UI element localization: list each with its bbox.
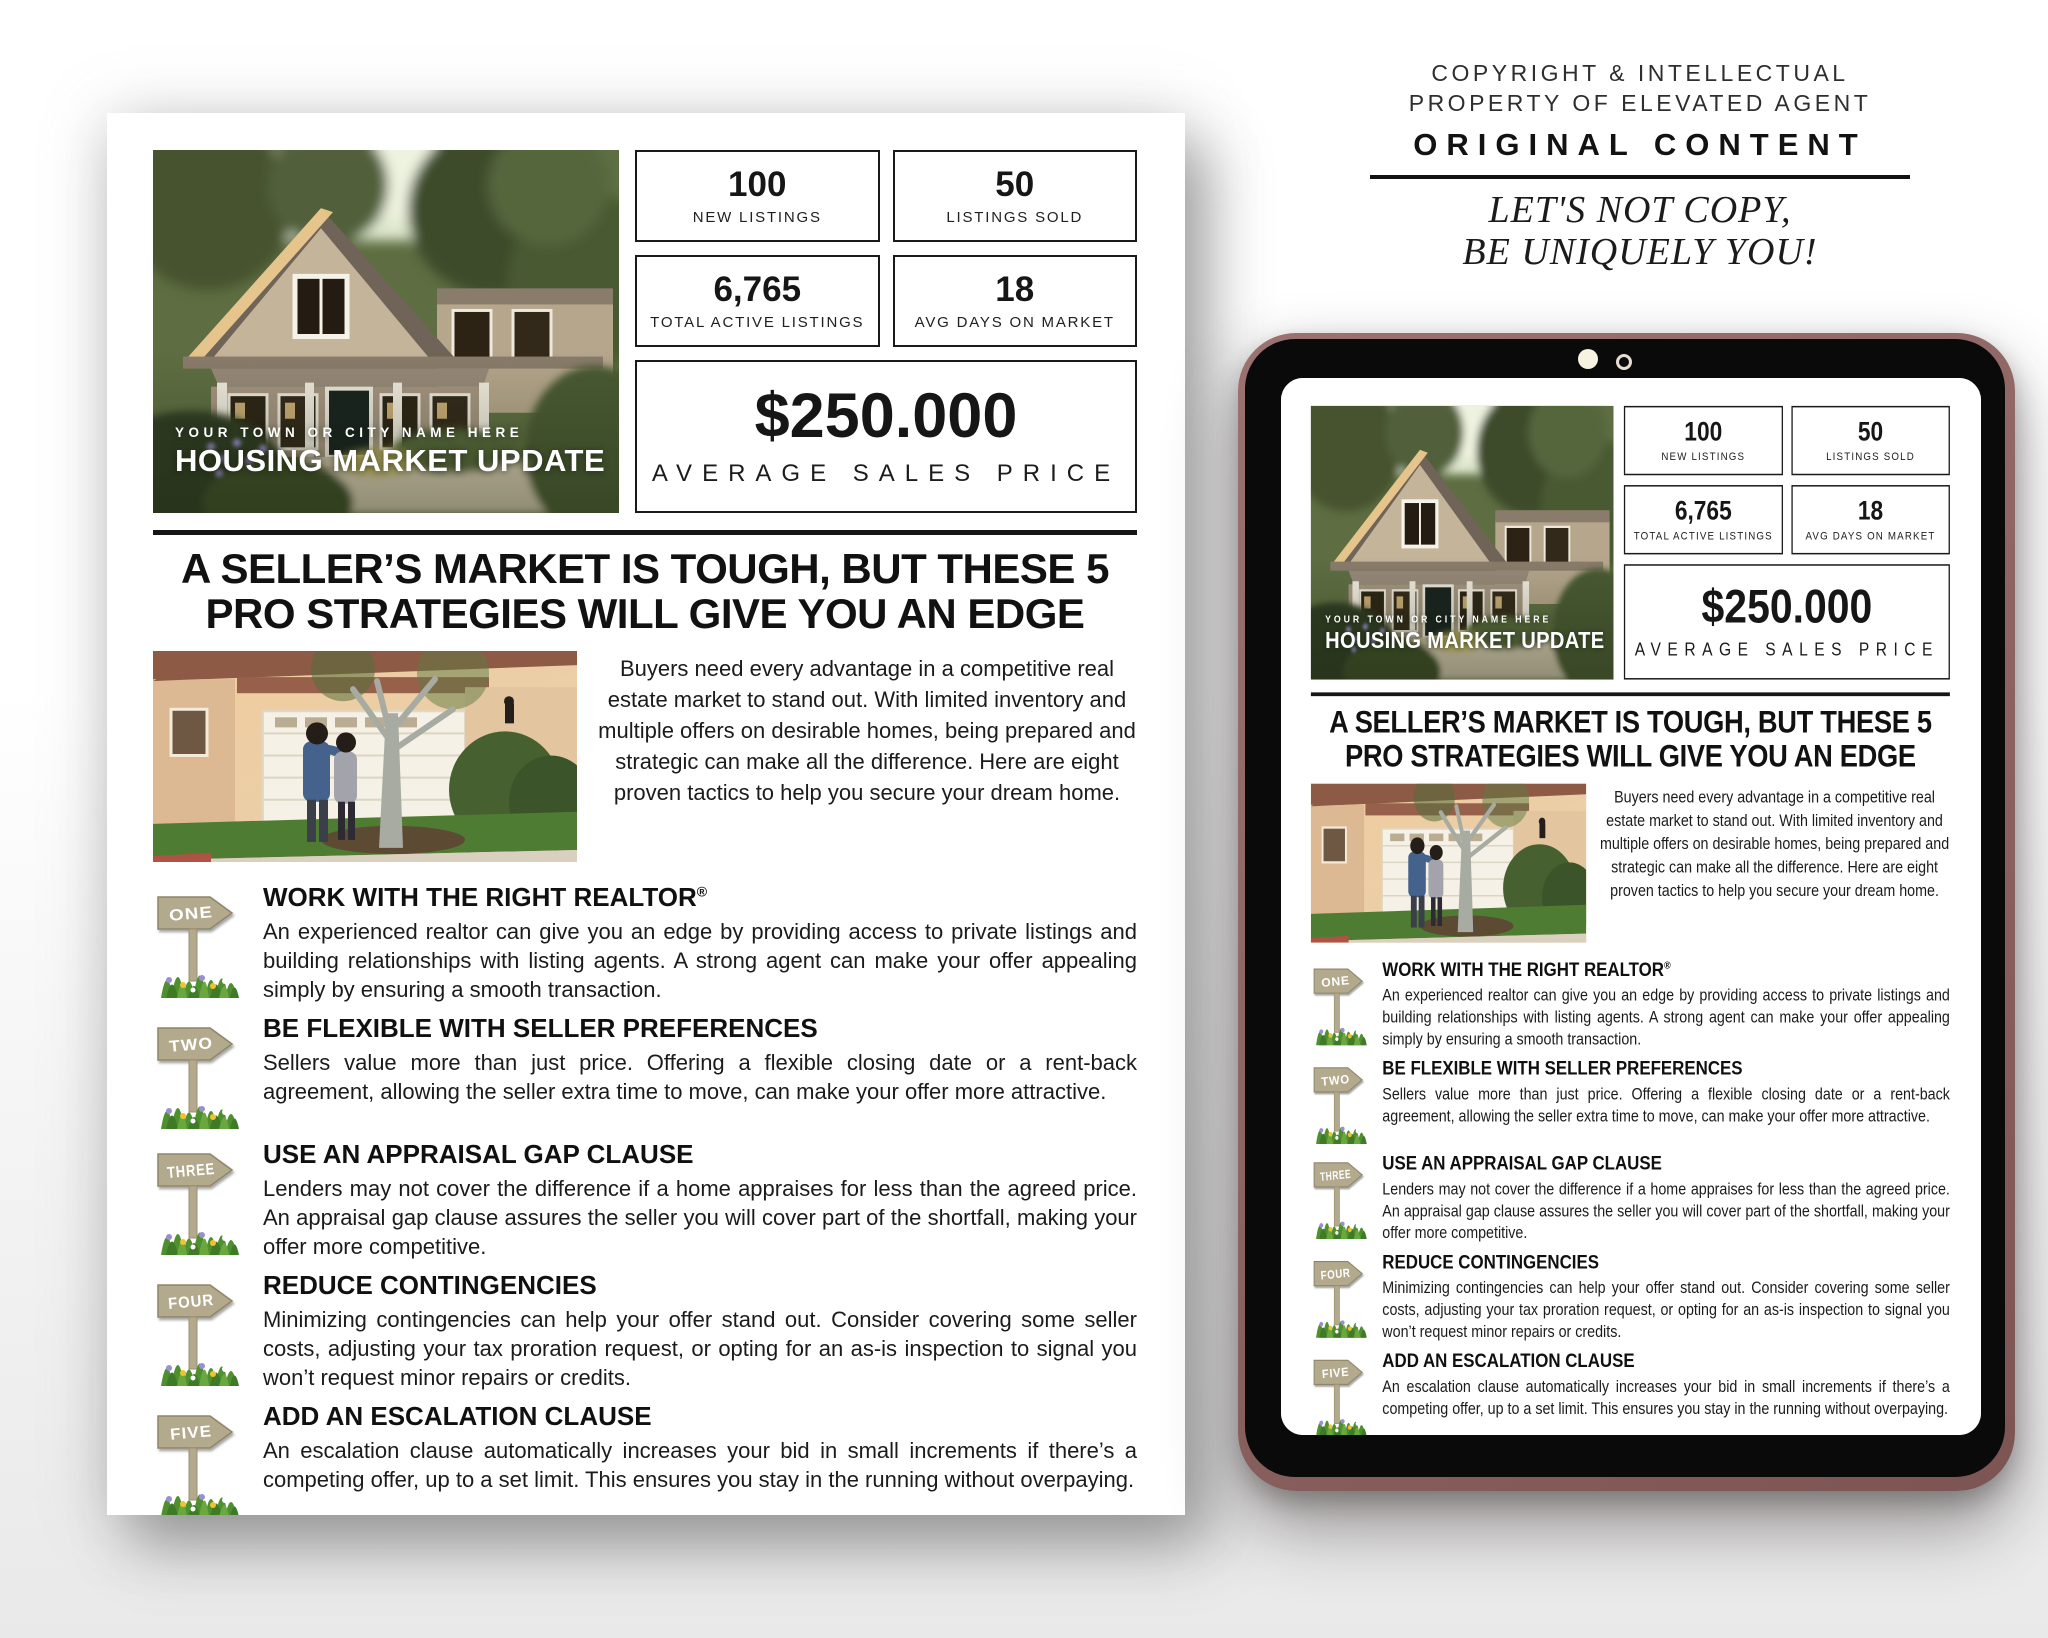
copyright-divider [1370, 175, 1910, 179]
sign-four-icon [153, 1270, 245, 1392]
sign-three-icon [1311, 1152, 1371, 1244]
price-label: AVERAGE SALES PRICE [651, 460, 1121, 487]
stat-new-listings [1624, 406, 1783, 475]
section-two [153, 1013, 1137, 1130]
section-title: USE AN APPRAISAL GAP CLAUSE [263, 1139, 694, 1169]
couple-photo-illustration [1311, 784, 1586, 943]
sign-three-icon [153, 1139, 245, 1261]
price-value: $250.000 [1701, 580, 1873, 633]
section-two [1311, 1057, 1950, 1145]
section-four [153, 1270, 1137, 1392]
section-text: Sellers value more than just price. Offering a flexible closing date or a rent-back agreement, allowing the seller extra time to move, can make your offer more attractive. [1382, 1084, 1950, 1126]
sign-two-icon [153, 1013, 245, 1130]
section-title: USE AN APPRAISAL GAP CLAUSE [1382, 1151, 1662, 1175]
stat-label: NEW LISTINGS [692, 208, 822, 226]
hero-subtitle: YOUR TOWN OR CITY NAME HERE [175, 425, 524, 440]
price-label: AVERAGE SALES PRICE [1634, 639, 1939, 660]
stat-label: LISTINGS SOLD [1826, 449, 1915, 463]
hero-subtitle: YOUR TOWN OR CITY NAME HERE [1325, 613, 1552, 625]
stat-value: 6,765 [1674, 495, 1732, 526]
copyright-line-2: PROPERTY OF ELEVATED AGENT [1408, 90, 1872, 116]
section-text: Minimizing contingencies can help your offer stand out. Consider covering some seller costs, adjusting your tax proration request, or opting for an as-is inspection to signal you won’t request minor repairs or credits. [263, 1307, 1137, 1390]
svg-text:FOUR: FOUR [167, 1291, 219, 1313]
section-title: BE FLEXIBLE WITH SELLER PREFERENCES [1382, 1056, 1743, 1080]
headline-line-2: PRO STRATEGIES WILL GIVE YOU AN EDGE [1344, 737, 1916, 774]
intro-paragraph: Buyers need every advantage in a competitive real estate market to stand out. With limited inventory and multiple offers on desirable homes, being prepared and strategic can make all the difference. Here are eight proven tactics to help you secure your dream home. [598, 656, 1136, 805]
tablet-screen [1281, 378, 1981, 1435]
section-body [1382, 1349, 1950, 1435]
section-one [153, 882, 1137, 1004]
svg-text:THREE: THREE [166, 1159, 227, 1183]
housing-market-flyer [1281, 378, 1981, 1435]
price-value: $250.000 [754, 381, 1018, 451]
flyer-header-row [1311, 406, 1950, 680]
sign-four-icon [1311, 1250, 1371, 1342]
svg-text:ONE: ONE [1320, 974, 1347, 991]
stat-total-active-listings [635, 255, 880, 347]
section-four [1311, 1250, 1950, 1342]
tagline-line-1: LET'S NOT COPY, [1488, 189, 1792, 231]
stat-value: 50 [995, 164, 1035, 204]
section-text: An experienced realtor can give you an edge by providing access to private listings and building relationships with listing agents. A strong agent can make your offer appealing simply by ensuring a smooth transaction. [263, 919, 1137, 1002]
section-text: An escalation clause automatically increases your bid in small increments if there’s a competing offer, up to a set limit. This ensures you stay in the running without overpaying. [1382, 1376, 1950, 1418]
sign-one-icon [153, 882, 245, 1004]
sign-five-icon [153, 1401, 245, 1515]
section-text: An experienced realtor can give you an edge by providing access to private listings and building relationships with listing agents. A strong agent can make your offer appealing simply by ensuring a smooth transaction. [1382, 985, 1950, 1049]
section-text: Minimizing contingencies can help your offer stand out. Consider covering some seller costs, adjusting your tax proration request, or opting for an as-is inspection to signal you won’t request minor repairs or credits. [1382, 1278, 1950, 1341]
section-body [1382, 958, 1950, 1050]
header-divider [1311, 692, 1950, 696]
tagline-line-2: BE UNIQUELY YOU! [1462, 231, 1818, 273]
flyer-page [107, 113, 1185, 1515]
couple-photo [153, 651, 577, 862]
stat-label: LISTINGS SOLD [946, 208, 1084, 226]
hero-overlay [175, 425, 605, 479]
flyer-header-row [153, 150, 1137, 513]
intro-row [153, 651, 1137, 862]
section-text: Lenders may not cover the difference if a home appraises for less than the agreed price. An appraisal gap clause assures the seller you will cover part of the shortfall, making your offer more competitive. [263, 1176, 1137, 1259]
section-one [1311, 958, 1950, 1050]
section-body [1382, 1057, 1950, 1145]
couple-photo [1311, 784, 1586, 943]
stat-total-active-listings [1624, 485, 1783, 554]
section-body [263, 1401, 1137, 1515]
svg-text:FIVE: FIVE [1321, 1366, 1349, 1382]
stat-value: 100 [728, 164, 787, 204]
stat-listings-sold [1791, 406, 1950, 475]
section-body [263, 1270, 1137, 1392]
headline-line-2: PRO STRATEGIES WILL GIVE YOU AN EDGE [205, 590, 1085, 637]
svg-text:FOUR: FOUR [1320, 1266, 1354, 1283]
hero-title: HOUSING MARKET UPDATE [1325, 626, 1605, 654]
section-title: WORK WITH THE RIGHT REALTOR® [263, 882, 708, 912]
svg-text:FIVE: FIVE [169, 1423, 211, 1444]
original-content-label: ORIGINAL CONTENT [1413, 127, 1867, 162]
stat-avg-days-on-market [1791, 485, 1950, 554]
sign-five-icon [1311, 1349, 1371, 1435]
hero-photo [153, 150, 619, 513]
strategy-sections [153, 882, 1137, 1515]
stats-column [635, 150, 1137, 513]
stat-label: NEW LISTINGS [1661, 449, 1746, 463]
stats-column [1624, 406, 1950, 680]
section-text: Sellers value more than just price. Offering a flexible closing date or a rent-back agreement, allowing the seller extra time to move, can make your offer more attractive. [263, 1050, 1137, 1104]
copyright-block [1355, 58, 1925, 273]
section-title: REDUCE CONTINGENCIES [1382, 1250, 1600, 1273]
section-title: ADD AN ESCALATION CLAUSE [263, 1401, 652, 1431]
section-text: An escalation clause automatically increases your bid in small increments if there’s a competing offer, up to a set limit. This ensures you stay in the running without overpaying. [263, 1438, 1137, 1492]
average-sales-price-box [635, 360, 1137, 513]
section-body [263, 882, 1137, 1004]
section-body [1382, 1250, 1950, 1342]
tablet-camera-icon [1578, 349, 1598, 369]
hero-photo [1311, 406, 1614, 680]
section-five [153, 1401, 1137, 1515]
section-body [1382, 1152, 1950, 1244]
stat-label: TOTAL ACTIVE LISTINGS [650, 313, 865, 331]
section-five [1311, 1349, 1950, 1435]
section-title: BE FLEXIBLE WITH SELLER PREFERENCES [263, 1013, 818, 1043]
stat-label: AVG DAYS ON MARKET [914, 313, 1115, 331]
hero-title: HOUSING MARKET UPDATE [175, 443, 606, 478]
svg-text:THREE: THREE [1319, 1167, 1359, 1185]
section-text: Lenders may not cover the difference if a home appraises for less than the agreed price. An appraisal gap clause assures the seller you will cover part of the shortfall, making your offer more competitive. [1382, 1179, 1950, 1242]
headline-line-1: A SELLER’S MARKET IS TOUGH, BUT THESE 5 [1329, 703, 1932, 740]
stat-label: TOTAL ACTIVE LISTINGS [1633, 529, 1773, 542]
tablet-sensor-icon [1616, 354, 1632, 370]
intro-row [1311, 784, 1950, 943]
section-title: WORK WITH THE RIGHT REALTOR® [1382, 957, 1671, 981]
stat-new-listings [635, 150, 880, 242]
intro-paragraph: Buyers need every advantage in a competitive real estate market to stand out. With limited inventory and multiple offers on desirable homes, being prepared and strategic can make all the difference. Here are eight proven tactics to help you secure your dream home. [1599, 787, 1950, 900]
section-body [263, 1139, 1137, 1261]
article-headline [153, 546, 1137, 636]
header-divider [153, 530, 1137, 535]
section-body [263, 1013, 1137, 1130]
sign-one-icon [1311, 958, 1371, 1050]
stat-value: 6,765 [713, 269, 802, 309]
stats-grid [635, 150, 1137, 347]
sign-two-icon [1311, 1057, 1371, 1145]
section-title: ADD AN ESCALATION CLAUSE [1382, 1349, 1635, 1372]
stat-value: 18 [1857, 495, 1884, 526]
stats-grid [1624, 406, 1950, 555]
svg-text:TWO: TWO [1320, 1073, 1348, 1090]
couple-photo-illustration [153, 651, 577, 862]
stat-listings-sold [893, 150, 1138, 242]
stat-value: 18 [995, 269, 1035, 309]
stat-label: AVG DAYS ON MARKET [1805, 529, 1936, 542]
stat-value: 50 [1857, 416, 1884, 447]
stat-avg-days-on-market [893, 255, 1138, 347]
hero-overlay [1325, 613, 1604, 654]
housing-market-flyer [107, 113, 1185, 1515]
headline-line-1: A SELLER’S MARKET IS TOUGH, BUT THESE 5 [181, 545, 1109, 592]
section-title: REDUCE CONTINGENCIES [263, 1270, 597, 1300]
article-headline [1311, 704, 1950, 772]
copyright-line-1: COPYRIGHT & INTELLECTUAL [1431, 60, 1849, 86]
svg-text:TWO: TWO [168, 1035, 211, 1056]
svg-text:ONE: ONE [168, 904, 208, 925]
section-three [1311, 1152, 1950, 1244]
average-sales-price-box [1624, 564, 1950, 679]
stat-value: 100 [1684, 416, 1723, 447]
strategy-sections [1311, 958, 1950, 1435]
tablet-mockup [1238, 333, 2015, 1491]
section-three [153, 1139, 1137, 1261]
